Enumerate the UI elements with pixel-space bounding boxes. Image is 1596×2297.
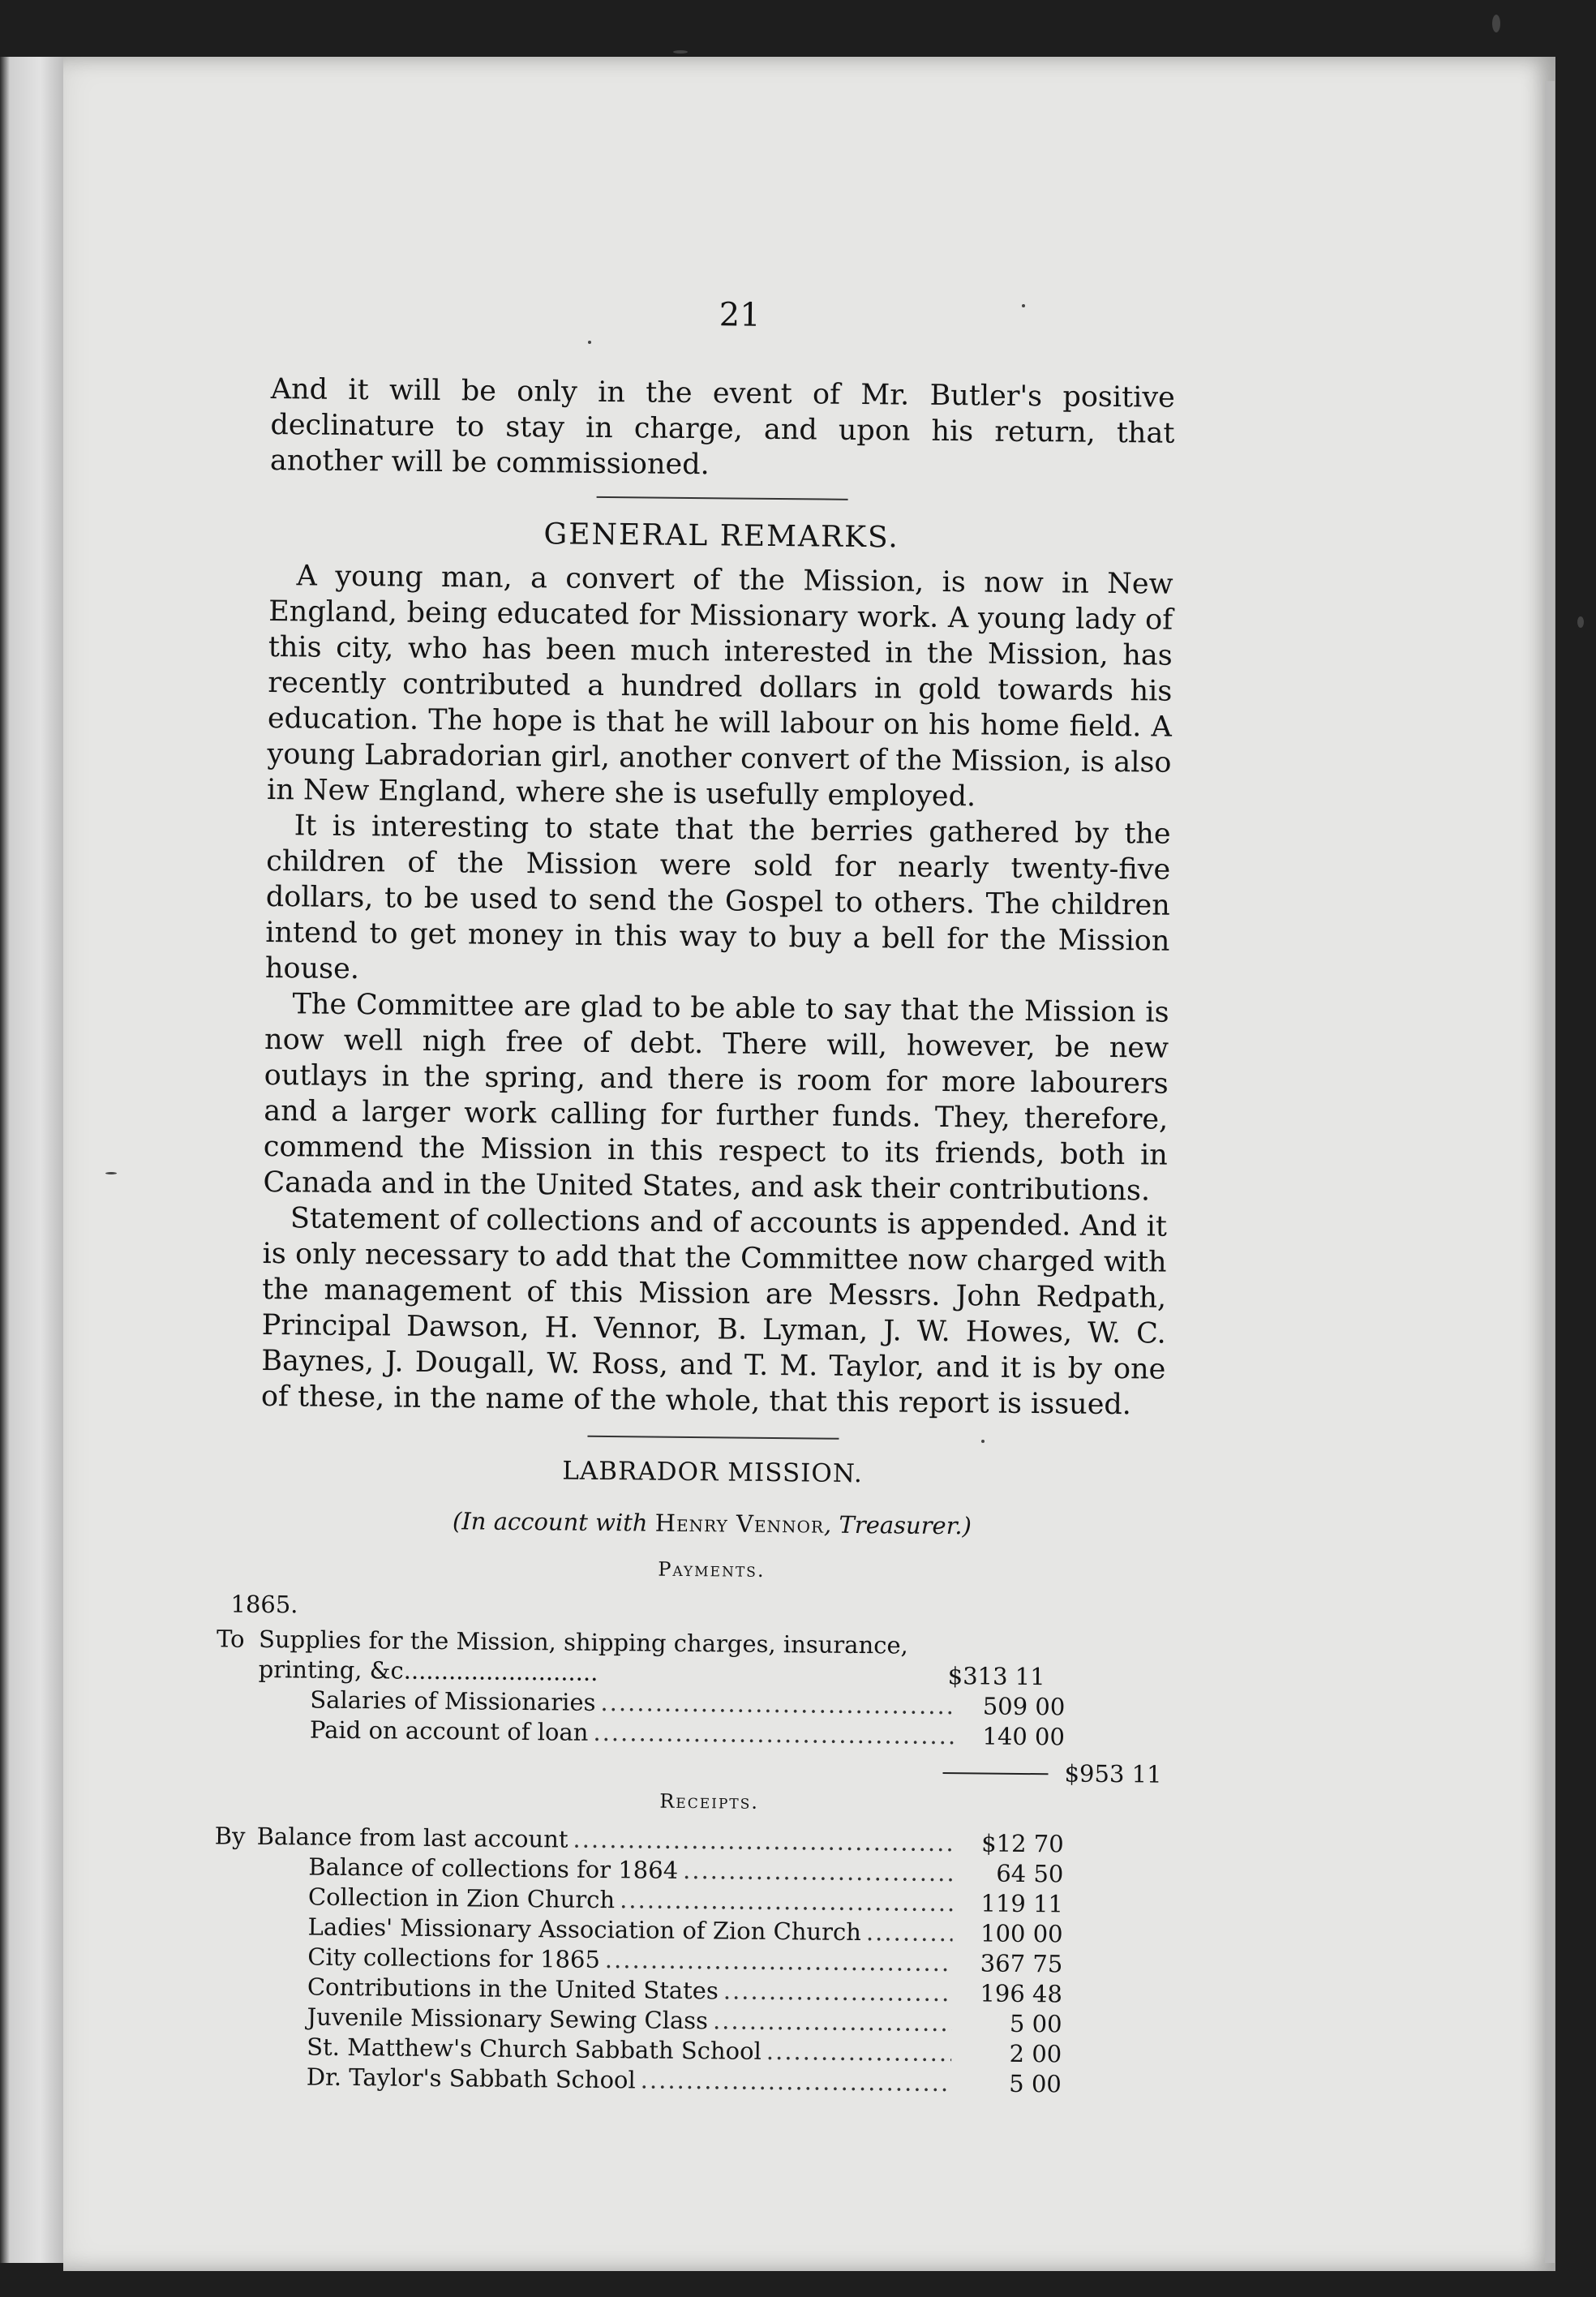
payment-label [259, 1625, 941, 1691]
payment-label: Salaries of Missionaries [310, 1685, 596, 1716]
subtitle-role: , Treasurer.) [823, 1510, 972, 1540]
account-title: LABRADOR MISSION. [562, 1456, 863, 1489]
section-heading: GENERAL REMARKS. [543, 517, 899, 555]
receipt-amount: 367 75 [980, 1949, 1063, 1978]
dot-leader [713, 2006, 952, 2038]
receipt-label: Balance of collections for 1864 [308, 1853, 679, 1884]
dot-leader [723, 1976, 952, 2008]
section-divider [596, 496, 847, 500]
payments-total-row [257, 1751, 1161, 1790]
receipt-amount: 5 00 [1009, 2069, 1062, 2098]
page-fore-edge [1545, 81, 1555, 2263]
page-number: 21 [719, 296, 761, 334]
paragraph-1: A young man, a convert of the Mission, is now in New England, being educated for Missionary work. A young lady of this city, who has been much interested in the Mission, has recently contributed a hundred dollars in gold towards his education. The hope is that he will labour on his home field. A young Labradorian girl, another convert of the Mission, is also in New England, where she is usefully employed. [266, 560, 1173, 814]
receipt-label: Juvenile Missionary Sewing Class [307, 2003, 709, 2035]
payments-ledger [216, 1590, 1163, 1790]
receipt-label: Dr. Taylor's Sabbath School [306, 2063, 636, 2094]
payment-amount: 509 00 [982, 1692, 1066, 1721]
receipts-ledger [214, 1822, 1161, 2101]
payments-prefix: To [216, 1625, 245, 1653]
account-year: 1865. [230, 1590, 298, 1619]
paragraph-4: Statement of collections and of accounts is appended. And it is only necessary to add that the Committee now charged with the management of this Mission are Messrs. John Redpath, Principal Dawson, H. Vennor, B. Lyman, J. W. Howes, W. C. Baynes, J. Dougall, W. Ross, and T. M. Taylor, and it is by one of these, in the name of the whole, that this report is issued. [260, 1202, 1168, 1422]
total-rule [943, 1772, 1049, 1775]
subtitle-open: (In account with [452, 1507, 655, 1537]
payment-label-text: Supplies for the Mission, shipping charges, insurance, printing, &c [258, 1625, 909, 1685]
page-content [214, 292, 1176, 2101]
account-divider [587, 1436, 839, 1440]
receipt-label: Contributions in the United States [307, 1973, 719, 2005]
payments-heading: Payments. [658, 1557, 766, 1582]
receipt-label: City collections for 1865 [307, 1943, 601, 1973]
dot-leader [593, 1718, 955, 1751]
receipt-amount: 196 48 [980, 1979, 1063, 2008]
receipt-amount: 64 50 [996, 1859, 1064, 1888]
receipt-amount: $12 70 [981, 1829, 1064, 1858]
dot-leader [766, 2037, 952, 2068]
dot-leader [605, 1945, 953, 1978]
payment-amount: $313 11 [947, 1662, 1045, 1691]
dot-leader [600, 1688, 955, 1721]
paragraph-3: The Committee are glad to be able to say that the Mission is now well nigh free of debt. There will, however, be new outlays in the spring, and there is room for more labourers and a larger work calling for further funds. They, therefore, commend the Mission in this respect to its friends, both in Canada and in the United States, and ask their contributions. [263, 988, 1169, 1208]
receipt-amount: 119 11 [980, 1889, 1064, 1918]
receipts-heading: Receipts. [659, 1789, 760, 1814]
payment-amount: 140 00 [982, 1722, 1066, 1751]
adjacent-page-edge [0, 57, 63, 2263]
payment-label: Paid on account of loan [309, 1715, 589, 1746]
dot-leader: .......................... [403, 1656, 598, 1686]
continued-paragraph: And it will be only in the event of Mr. Butler's positive declinature to stay in charge, and upon his return, that another will be commissioned. [269, 372, 1175, 482]
receipt-amount: 5 00 [1009, 2009, 1062, 2038]
dot-leader [620, 1885, 953, 1918]
receipt-label: Collection in Zion Church [307, 1883, 616, 1914]
account-subtitle [260, 1505, 1164, 1542]
payments-total: $953 11 [1064, 1759, 1162, 1788]
receipt-label: Balance from last account [256, 1822, 568, 1853]
receipt-label: Ladies' Missionary Association of Zion Church [307, 1913, 862, 1947]
receipt-label: St. Matthew's Church Sabbath School [307, 2033, 762, 2065]
payment-row [216, 1625, 1164, 1694]
receipt-amount: 100 00 [980, 1919, 1063, 1948]
treasurer-name: Henry Vennor [654, 1509, 825, 1539]
receipt-amount: 2 00 [1009, 2039, 1062, 2068]
dot-leader [641, 2065, 951, 2098]
dot-leader [683, 1856, 954, 1888]
dot-leader [573, 1825, 954, 1859]
receipts-prefix: By [214, 1822, 246, 1850]
paragraph-2: It is interesting to state that the berries gathered by the children of the Mission were sold for nearly twenty-five dollars, to be used to send the Gospel to others. The children intend to get money in this way to buy a bell for the Mission house. [264, 809, 1171, 986]
dot-leader [866, 1917, 953, 1948]
